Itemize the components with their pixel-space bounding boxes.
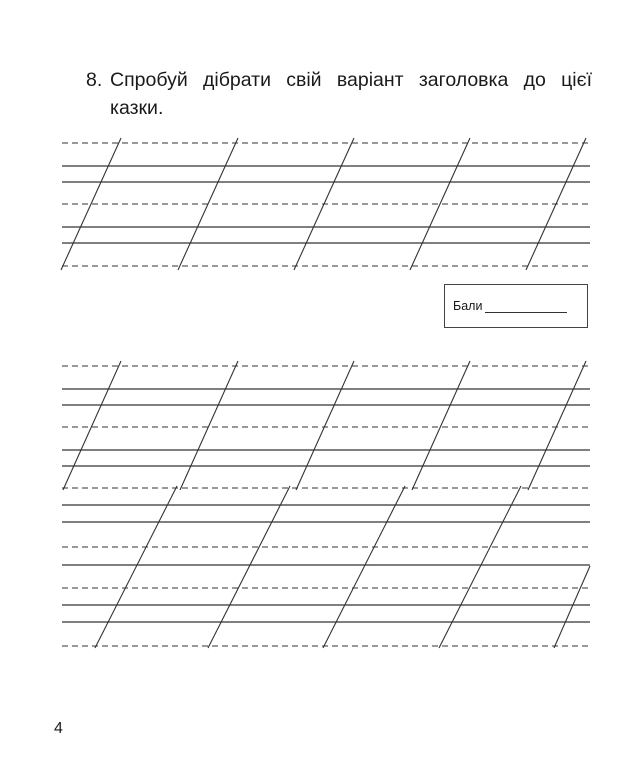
slant-line bbox=[208, 486, 290, 648]
slant-line bbox=[180, 361, 238, 490]
score-input-line[interactable] bbox=[485, 299, 567, 313]
task-text: Спробуй дібрати свій варіант заголовка до цієї казки. bbox=[110, 69, 592, 119]
slant-line bbox=[95, 486, 177, 648]
page-number: 4 bbox=[54, 720, 63, 737]
slant-line bbox=[296, 361, 354, 490]
task-number: 8. bbox=[86, 69, 103, 91]
score-label: Бали bbox=[453, 299, 483, 313]
slant-line bbox=[528, 361, 586, 490]
writing-block-1[interactable] bbox=[61, 138, 590, 270]
slant-line bbox=[439, 486, 521, 648]
slant-line bbox=[412, 361, 470, 490]
slant-line bbox=[63, 361, 121, 490]
slant-line bbox=[323, 486, 405, 648]
score-box bbox=[444, 284, 588, 328]
slant-line bbox=[410, 138, 470, 270]
slant-line bbox=[554, 566, 590, 648]
writing-block-2[interactable] bbox=[62, 361, 590, 648]
